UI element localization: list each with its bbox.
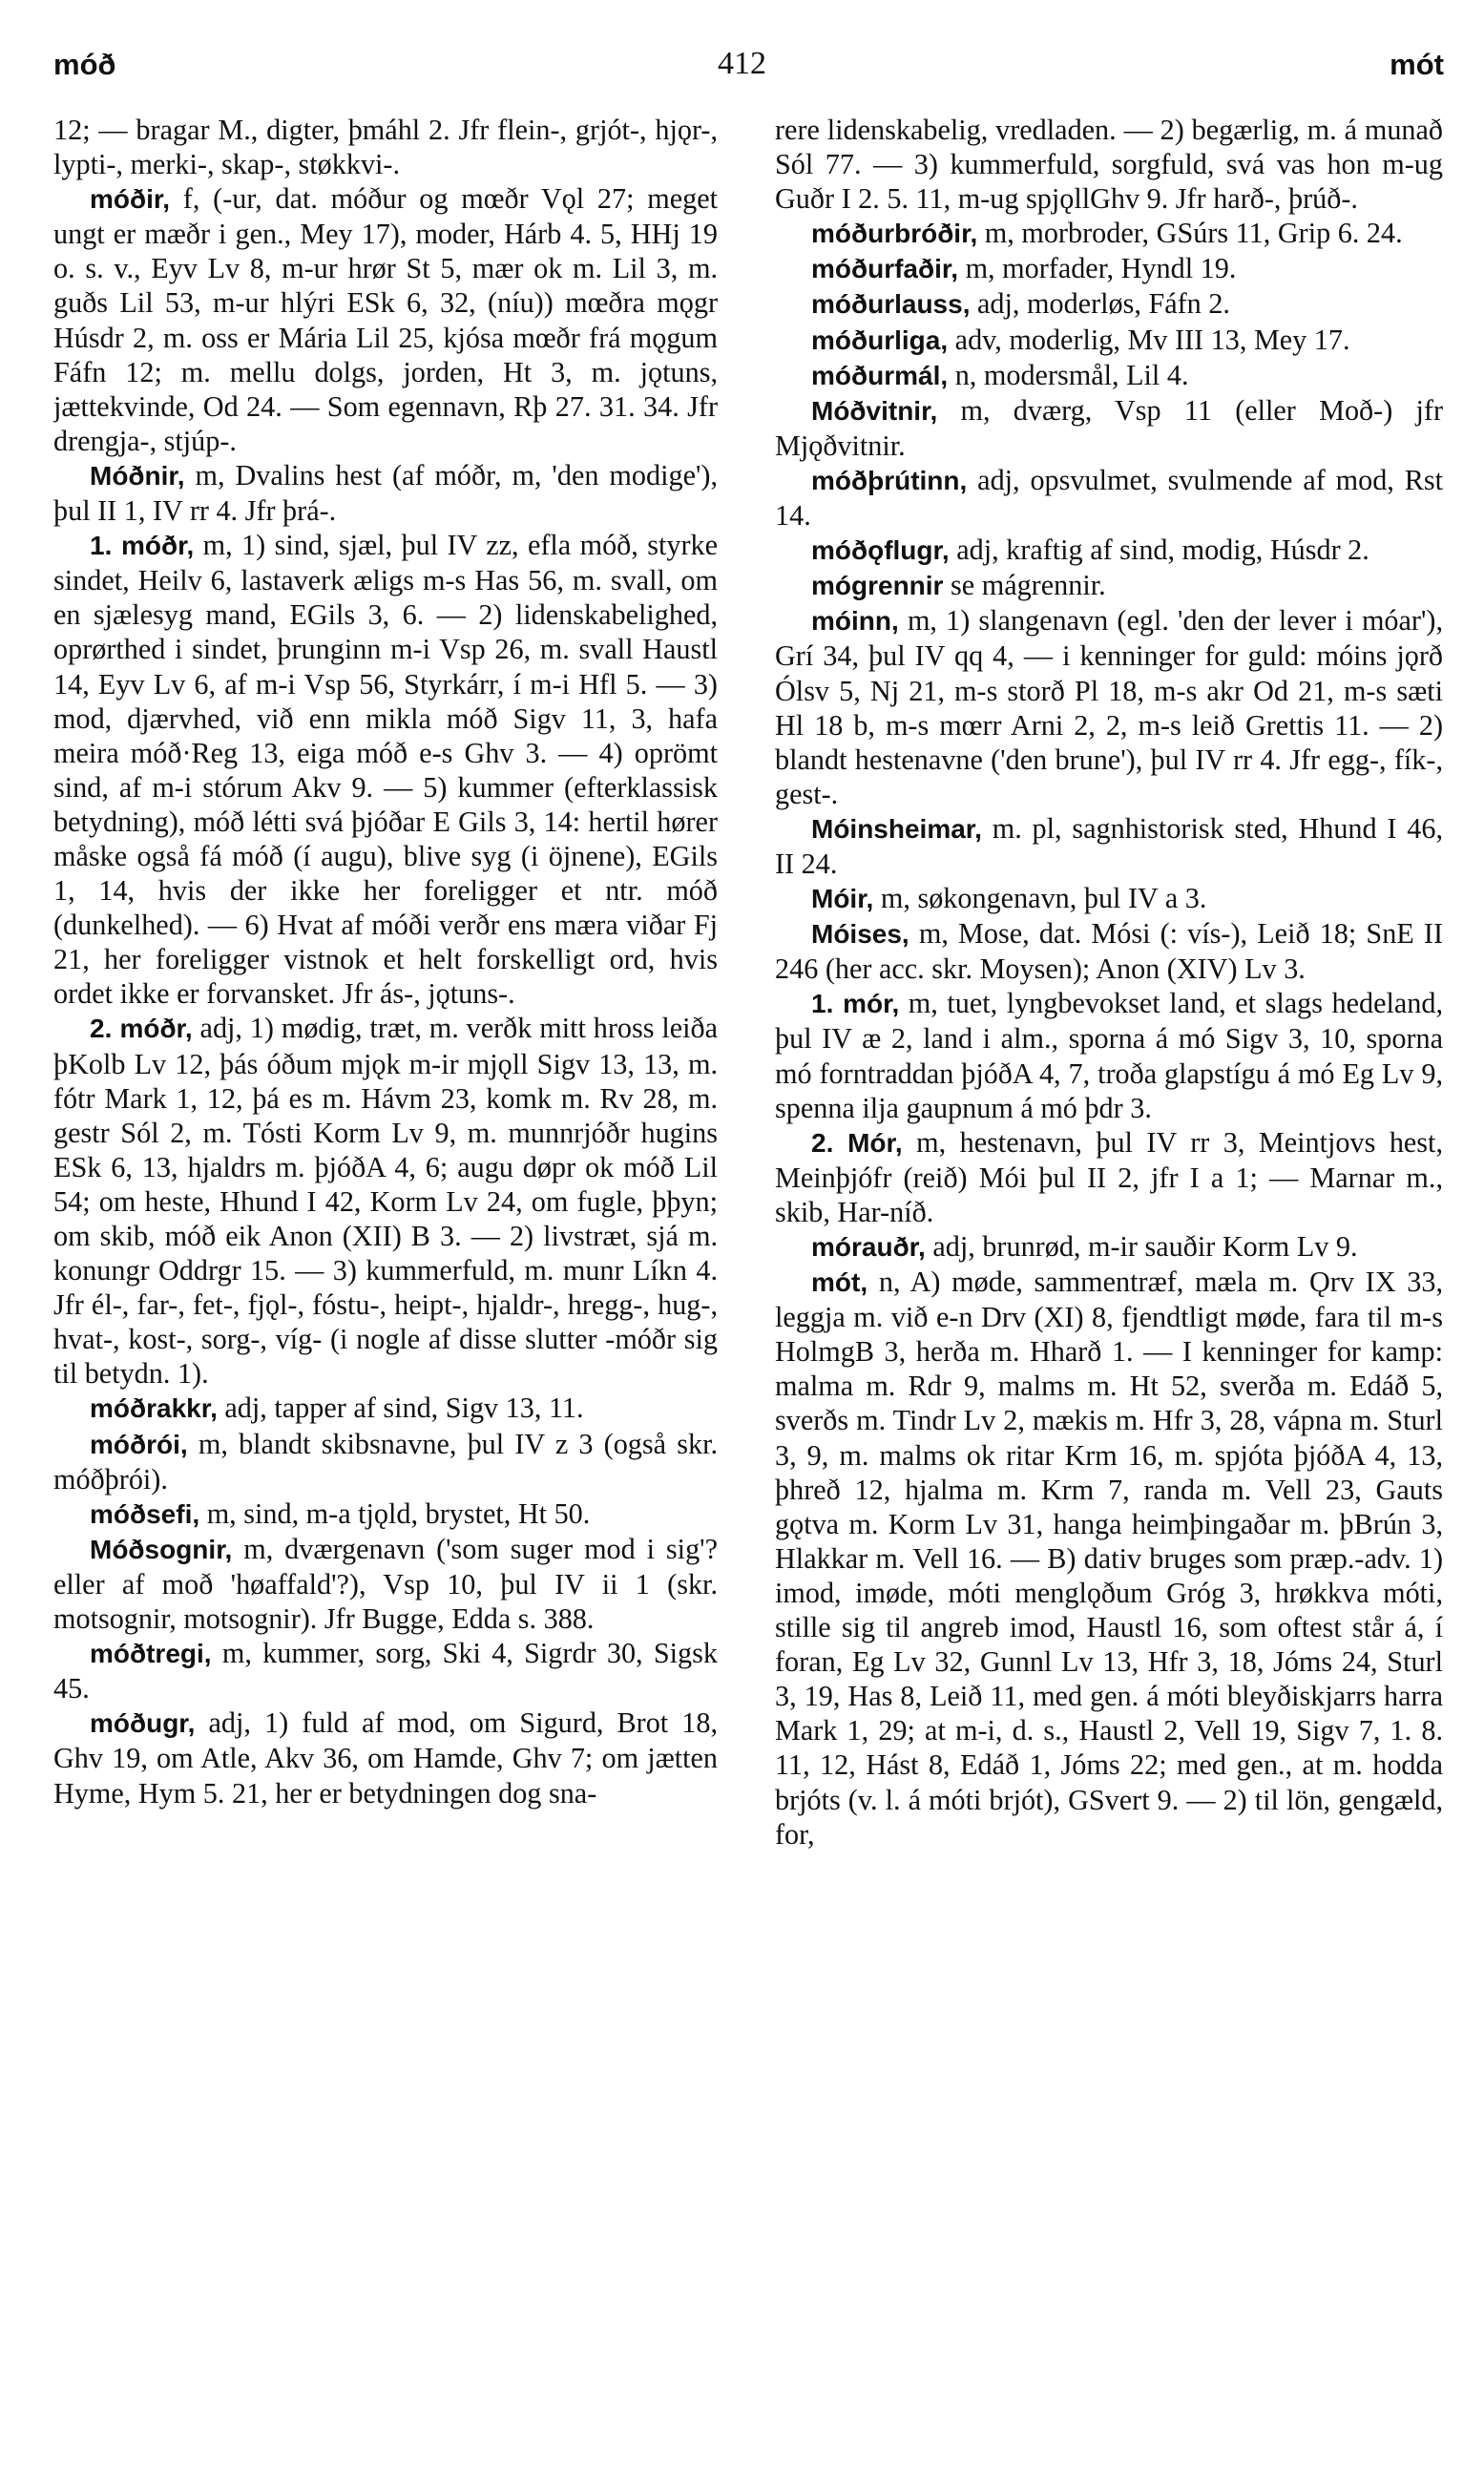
entry-headword: mórauðr, (811, 1232, 926, 1262)
entry-body: m, sind, m-a tjǫld, brystet, Ht 50. (206, 1496, 591, 1530)
entry-body: m, tuet, lyngbevokset land, et slags hedeland, þul IV æ 2, land i alm., sporna á mó Sigv 3, 10, sporna mó forntraddan þjóðA 4, 7, troða glapstígu á mó Eg Lv 9, spenna ilja gaupnum á mó þdr 3. (775, 987, 1443, 1124)
dictionary-entry (775, 463, 1443, 533)
entry-body: adj, moderløs, Fáfn 2. (977, 287, 1230, 321)
entry-headword: móðþrútinn, (811, 465, 968, 495)
dictionary-entry (775, 1229, 1443, 1265)
entry-body: adj, opsvulmet, svulmende af mod, Rst 14. (775, 463, 1443, 533)
dictionary-entry (775, 323, 1443, 358)
entry-headword: móðurlauss, (811, 289, 971, 320)
entry-headword: móðsefi, (90, 1498, 200, 1529)
dictionary-entry (775, 533, 1443, 568)
entry-headword: 2. móðr, (90, 1014, 193, 1044)
entry-body: rere lidenskabelig, vredladen. — 2) begærlig, m. á munað Sól 77. — 3) kummerfuld, sorgfuld, svá vas hon m-ug Guðr I 2. 5. 11, m-ug spjǫllGhv 9. Jfr harð-, þrúð-. (775, 114, 1443, 216)
entry-body: se mágrennir. (951, 569, 1106, 602)
dictionary-entry (775, 568, 1443, 603)
entry-headword: Móises, (811, 919, 909, 950)
entry-body: adj, kraftig af sind, modig, Húsdr 2. (956, 534, 1369, 567)
entry-headword: móðǫflugr, (811, 535, 950, 566)
entry-body: m, 1) slangenavn (egl. 'den der lever i móar'), Grí 34, þul IV qq 4, — i kenninger for guld: móins jǫrð Ólsv 5, Nj 21, m-s storð Pl 18, m-s akr Od 21, m-s sæti Hl 18 b, m-s mœrr Arni 2, 2, m-s leið Grettis 11. — 2) blandt hestenavne ('den brune'), þul IV rr 4. Jfr egg-, fík-, gest-. (775, 604, 1443, 810)
dictionary-entry (775, 986, 1443, 1124)
entry-body: m, Dvalins hest (af móðr, m, 'den modige'), þul II 1, IV rr 4. Jfr þrá-. (53, 458, 718, 528)
dictionary-entry (775, 393, 1443, 463)
dictionary-entry (775, 358, 1443, 393)
dictionary-entry (775, 251, 1443, 286)
entry-headword: mót, (811, 1267, 868, 1298)
entry-body: adv, moderlig, Mv III 13, Mey 17. (954, 323, 1350, 356)
entry-body: m, morfader, Hyndl 19. (965, 252, 1237, 285)
entry-body: m, dværg, Vsp 11 (eller Moð-) jfr Mjǫðvitnir. (775, 393, 1443, 462)
entry-headword: móðurliga, (811, 324, 949, 355)
dictionary-entry (53, 1011, 718, 1391)
entry-body: adj, brunrød, m-ir sauðir Korm Lv 9. (932, 1230, 1358, 1263)
entry-body: m, Mose, dat. Mósi (: vís-), Leið 18; SnE II 246 (her acc. skr. Moysen); Anon (XIV) Lv 3. (775, 917, 1443, 986)
entry-body: adj, 1) fuld af mod, om Sigurd, Brot 18, Ghv 19, om Atle, Akv 36, om Hamde, Ghv 7; om jætten Hyme, Hym 5. 21, her er betydningen dog sna- (53, 1706, 718, 1810)
entry-headword: móðugr, (90, 1708, 196, 1739)
entry-body: m, blandt skibsnavne, þul IV z 3 (også skr. móðþrói). (53, 1427, 718, 1496)
dictionary-entry (775, 216, 1443, 251)
dictionary-entry (53, 458, 718, 528)
dictionary-entry (775, 113, 1443, 216)
header-last-word: mót (1390, 48, 1444, 81)
entry-headword: móðurmál, (811, 360, 949, 390)
entry-body: m, kummer, sorg, Ski 4, Sigrdr 30, Sigsk 45. (53, 1637, 718, 1705)
dictionary-entry (775, 286, 1443, 322)
entry-body: m, morbroder, GSúrs 11, Grip 6. 24. (984, 217, 1403, 250)
header-first-word: móð (53, 48, 116, 81)
entry-headword: móðtregi, (90, 1639, 212, 1669)
dictionary-entry (775, 916, 1443, 986)
left-column (53, 113, 718, 2441)
dictionary-entry (53, 113, 718, 181)
entry-headword: Móir, (811, 884, 874, 914)
entry-headword: 1. mór, (811, 989, 900, 1019)
entry-body: m. pl, sagnhistorisk sted, Hhund I 46, II 24. (775, 811, 1443, 880)
entry-headword: 1. móðr, (90, 531, 195, 561)
dictionary-entry (775, 1125, 1443, 1229)
entry-headword: Móðnir, (90, 460, 185, 491)
dictionary-entry (53, 1496, 718, 1532)
entry-headword: Móðsognir, (90, 1534, 233, 1564)
dictionary-entry (53, 1391, 718, 1426)
entry-body: n, A) møde, sammentræf, mæla m. Ǫrv IX 33, leggja m. við e-n Drv (XI) 8, fjendtligt møde, fara til m-s HolmgB 3, herða m. Hharð 1. — I kenninger for kamp: malma m. Rdr 9, malms m. Ht 52, sverða m. Edáð 5, sverðs m. Tindr Lv 2, mækis m. Hfr 3, 28, vápna m. Sturl 3, 9, m. malms ok ritar Krm 16, m. spjóta þjóðA 4, 13, þhreð 12, hjalma m. Krm 7, randa m. Vell 23, Gauts gǫtva m. Korm Lv 31, hanga heimþingaðar m. þBrún 3, Hlakkar m. Vell 16. — B) dativ bruges som præp.-adv. 1) imod, imøde, móti menglǫðum Gróg 3, hrøkkva móti, stille sig til angreb imod, Haustl 16, som oftest står á, í foran, Eg Lv 32, Gunnl Lv 13, Hfr 3, 18, Jóms 24, Sturl 3, 19, Has 8, Leið 11, med gen. á móti bleyðiskjarrs harra Mark 1, 29; at m-i, d. s., Haustl 2, Vell 19, Sigv 7, 1. 8. 11, 12, Hást 8, Edáð 1, Jóms 22; med gen., at m. hodda brjóts (v. l. á móti brjót), GSvert 9. — 2) til lön, gengæld, for, (775, 1266, 1443, 1851)
dictionary-entry (53, 528, 718, 1011)
entry-body: m, hestenavn, þul IV rr 3, Meintjovs hest, Meinþjófr (reið) Mói þul II 2, jfr I a 1; — Marnar m., skib, Har-níð. (775, 1125, 1443, 1228)
page-number: 412 (718, 46, 766, 81)
dictionary-entry (775, 811, 1443, 881)
entry-body: adj, 1) mødig, træt, m. verðk mitt hross leiða þKolb Lv 12, þás óðum mjǫk m-ir mjǫll Sigv 13, 13, m. fótr Mark 1, 12, þá es m. Hávm 23, komk m. Rv 28, m. gestr Sól 2, m. Tósti Korm Lv 9, m. munnrjóðr hugins ESk 6, 13, hjaldrs m. þjóðA 4, 6; augu døpr ok móð Lil 54; om heste, Hhund I 42, Korm Lv 24, om fugle, þþyn; om skib, móð eik Anon (XII) B 3. — 2) livstræt, sjá m. konungr Oddrgr 15. — 3) kummerfuld, m. munr Líkn 4. Jfr él-, far-, fet-, fjǫl-, fóstu-, heipt-, hjaldr-, hregg-, hug-, hvat-, kost-, sorg-, víg- (i nogle af disse slutter -móðr sig til betydn. 1). (53, 1012, 718, 1391)
entry-headword: móðrakkr, (90, 1393, 218, 1424)
entry-headword: móðurfaðir, (811, 254, 959, 284)
dictionary-entry (53, 1532, 718, 1636)
dictionary-entry (53, 181, 718, 458)
entry-body: n, modersmål, Lil 4. (954, 358, 1189, 391)
entry-body: f, (-ur, dat. móður og mœðr Vǫl 27; meget ungt er mæðr i gen., Mey 17), moder, Hárb 4. 5, HHj 19 o. s. v., Eyv Lv 8, m-ur hrør St 5, mær ok m. Lil 3, m. guðs Lil 53, m-ur hlýri ESk 6, 32, (níu)) mœðra mǫgr Húsdr 2, m. oss er Mária Lil 25, kjósa mœðr frá mǫgum Fáfn 12; m. mellu dolgs, jorden, Ht 3, m. jǫtuns, jættekvinde, Od 24. — Som egennavn, Rþ 27. 31. 34. Jfr drengja-, stjúp-. (53, 182, 718, 457)
entry-headword: móðrói, (90, 1429, 188, 1459)
entry-headword: móinn, (811, 606, 899, 637)
entry-body: adj, tapper af sind, Sigv 13, 11. (224, 1391, 584, 1425)
entry-body: 12; — bragar M., digter, þmáhl 2. Jfr flein-, grjót-, hjǫr-, lypti-, merki-, skap-, støkkvi-. (53, 114, 718, 181)
entry-headword: 2. Mór, (811, 1127, 903, 1158)
entry-body: m, dværgenavn ('som suger mod i sig'? eller af moð 'høaffald'?), Vsp 10, þul IV ii 1 (skr. motsognir, motsognir). Jfr Bugge, Edda s. 388. (53, 1532, 718, 1636)
dictionary-entry (775, 1265, 1443, 1852)
entry-body: m, søkongenavn, þul IV a 3. (880, 882, 1207, 915)
entry-headword: móðir, (90, 184, 171, 215)
dictionary-entry (53, 1427, 718, 1496)
entry-headword: Móðvitnir, (811, 395, 938, 426)
right-column (775, 113, 1443, 2441)
dictionary-entry (775, 603, 1443, 811)
dictionary-entry (53, 1705, 718, 1810)
entry-body: m, 1) sind, sjæl, þul IV zz, efla móð, styrke sindet, Heilv 6, lastaverk æligs m-s Has 56, m. svall, om en sjælesyg mand, EGils 3, 6. — 2) lidenskabelighed, oprørthed i sindet, þrunginn m-i Vsp 26, m. svall Haustl 14, Eyv Lv 6, af m-i Vsp 56, Styrkárr, í m-i Hfl 5. — 3) mod, djærvhed, við enn mikla móð Sigv 11, 3, hafa meira móð·Reg 13, eiga móð e-s Ghv 3. — 4) oprömt sind, af m-i stórum Akv 9. — 5) kummer (efterklassisk betydning), móð létti svá þjóðar E Gils 3, 14: hertil hører måske også fá móð (í augu), blive syg (i öjnene), EGils 1, 14, hvis der ikke her foreligger et ntr. móð (dunkelhed). — 6) Hvat af móði verðr ens mæra viðar Fj 21, her foreligger vistnok et helt forskelligt ord, hvis ordet ikke er forvansket. Jfr ás-, jǫtuns-. (53, 529, 718, 1011)
entry-headword: Móinsheimar, (811, 813, 982, 844)
entry-headword: mógrennir (811, 571, 944, 601)
dictionary-entry (775, 881, 1443, 916)
dictionary-entry (53, 1636, 718, 1705)
entry-headword: móðurbróðir, (811, 219, 978, 249)
